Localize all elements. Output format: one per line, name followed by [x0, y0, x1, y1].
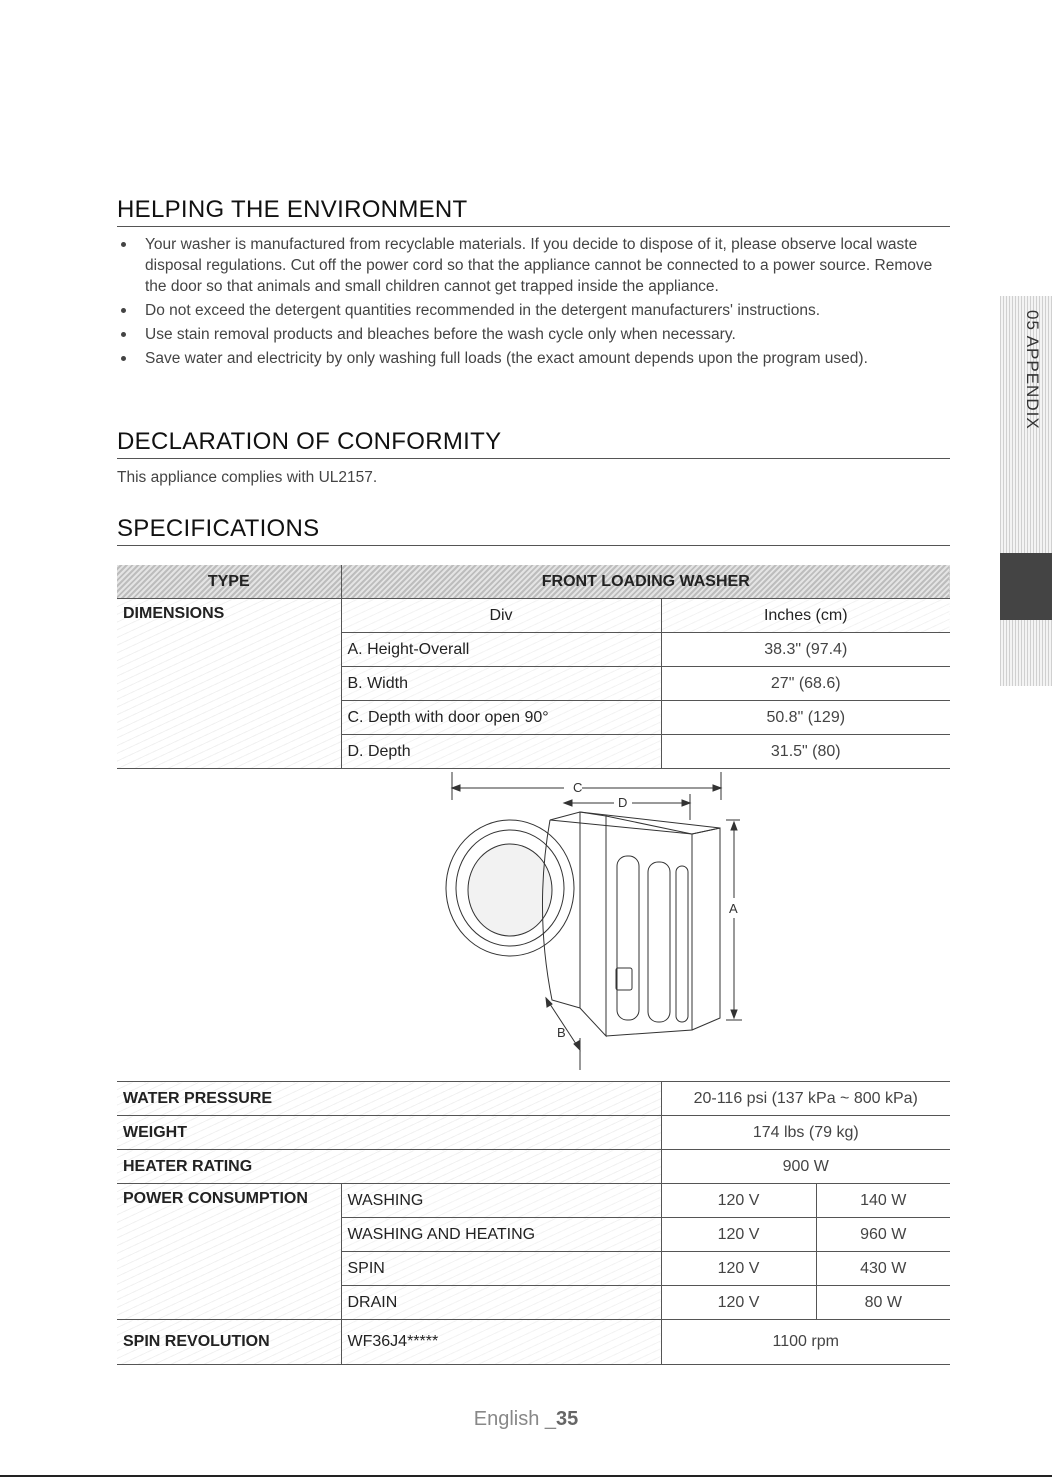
power-mode: WASHING AND HEATING	[341, 1218, 661, 1252]
dimension-value: 38.3" (97.4)	[661, 633, 950, 667]
specifications-title: SPECIFICATIONS	[117, 515, 950, 546]
heater-value: 900 W	[661, 1150, 950, 1184]
heater-label: HEATER RATING	[117, 1150, 661, 1184]
conformity-text: This appliance complies with UL2157.	[117, 469, 378, 486]
diagram-label-b: B	[557, 1025, 566, 1040]
power-volt: 120 V	[661, 1218, 816, 1252]
specs-table	[117, 1081, 950, 1365]
side-tab-hatch-bottom	[1000, 620, 1052, 686]
water-pressure-label: WATER PRESSURE	[117, 1082, 661, 1116]
footer-language: English _	[473, 1408, 557, 1430]
power-volt: 120 V	[661, 1184, 816, 1218]
div-header: Div	[341, 599, 661, 633]
dimension-name: D. Depth	[341, 735, 661, 769]
side-tab-label: 05 APPENDIX	[1023, 310, 1042, 430]
table-row	[117, 1150, 950, 1184]
water-pressure-value: 20-116 psi (137 kPa ~ 800 kPa)	[661, 1082, 950, 1116]
dimension-name: B. Width	[341, 667, 661, 701]
power-volt: 120 V	[661, 1286, 816, 1320]
env-bullet-1: Your washer is manufactured from recyclable materials. If you decide to dispose of it, please observe local waste disposal regulations. Cut off the power cord so that the appliance cannot be connected to a power source. Remove the door so that animals and small children cannot get trapped inside the appliance.	[117, 234, 947, 297]
power-watt: 430 W	[816, 1252, 950, 1286]
table-row	[117, 1184, 950, 1218]
type-row	[117, 565, 950, 599]
diagram-label-a: A	[729, 901, 738, 916]
dimension-value: 27" (68.6)	[661, 667, 950, 701]
unit-header: Inches (cm)	[661, 599, 950, 633]
power-consumption-label: POWER CONSUMPTION	[117, 1184, 341, 1320]
weight-value: 174 lbs (79 kg)	[661, 1116, 950, 1150]
table-row	[117, 1116, 950, 1150]
table-row	[117, 1082, 950, 1116]
power-watt: 960 W	[816, 1218, 950, 1252]
power-mode: SPIN	[341, 1252, 661, 1286]
power-watt: 140 W	[816, 1184, 950, 1218]
dimensions-label: DIMENSIONS	[117, 599, 341, 769]
env-bullet-4: Save water and electricity by only washing full loads (the exact amount depends upon the program used).	[117, 348, 947, 369]
diagram-label-c: C	[573, 780, 583, 795]
power-watt: 80 W	[816, 1286, 950, 1320]
bottom-rule	[0, 1475, 1052, 1477]
power-volt: 120 V	[661, 1252, 816, 1286]
page-number: 35	[556, 1408, 579, 1430]
diagram-label-d: D	[618, 795, 628, 810]
env-bullet-2: Do not exceed the detergent quantities recommended in the detergent manufacturers' instructions.	[117, 300, 947, 321]
env-bullet-3: Use stain removal products and bleaches before the wash cycle only when necessary.	[117, 324, 947, 345]
env-bullet-list	[117, 234, 947, 372]
power-mode: DRAIN	[341, 1286, 661, 1320]
spin-value: 1100 rpm	[661, 1320, 950, 1365]
dimensions-table	[117, 565, 950, 769]
type-value: FRONT LOADING WASHER	[341, 565, 950, 599]
dimension-value: 31.5" (80)	[661, 735, 950, 769]
conformity-title: DECLARATION OF CONFORMITY	[117, 428, 950, 459]
power-mode: WASHING	[341, 1184, 661, 1218]
dimension-name: C. Depth with door open 90°	[341, 701, 661, 735]
spin-model: WF36J4*****	[341, 1320, 661, 1365]
env-title: HELPING THE ENVIRONMENT	[117, 196, 950, 227]
spin-revolution-label: SPIN REVOLUTION	[117, 1320, 341, 1365]
table-row	[117, 1320, 950, 1365]
dimension-name: A. Height-Overall	[341, 633, 661, 667]
type-label: TYPE	[117, 565, 341, 599]
side-tab-marker	[1000, 553, 1052, 620]
weight-label: WEIGHT	[117, 1116, 661, 1150]
dimensions-header-row	[117, 599, 950, 633]
washer-dimension-diagram	[430, 770, 760, 1080]
page-footer	[0, 1408, 1052, 1431]
dimension-value: 50.8" (129)	[661, 701, 950, 735]
